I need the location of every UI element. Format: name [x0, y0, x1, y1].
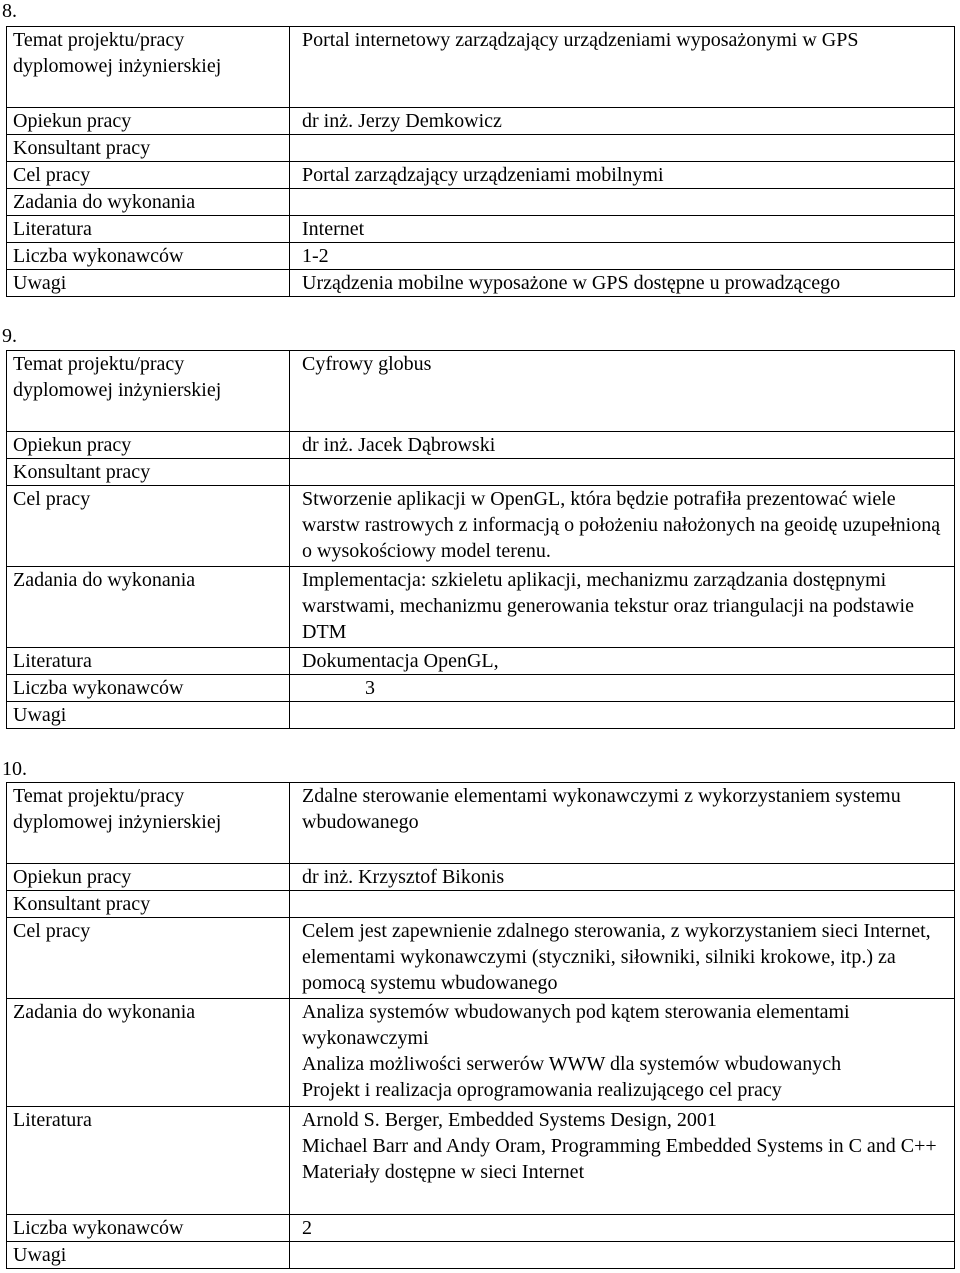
notes-value — [290, 702, 955, 729]
notes-label: Uwagi — [7, 1242, 290, 1269]
task-item: Analiza systemów wbudowanych pod kątem sterowania elementami wykonawczymi — [302, 1001, 850, 1049]
supervisor-value: dr inż. Jacek Dąbrowski — [290, 432, 955, 459]
topic-label: Temat projektu/pracy dyplomowej inżynierskiej — [7, 351, 290, 432]
literature-label: Literatura — [7, 648, 290, 675]
task-item: Analiza możliwości serwerów WWW dla systemów wbudowanych — [302, 1053, 842, 1075]
goal-label: Cel pracy — [7, 162, 290, 189]
consultant-label: Konsultant pracy — [7, 135, 290, 162]
notes-value — [290, 1242, 955, 1269]
supervisor-label: Opiekun pracy — [7, 864, 290, 891]
tasks-label: Zadania do wykonania — [7, 999, 290, 1107]
tasks-label: Zadania do wykonania — [7, 567, 290, 648]
topic-label: Temat projektu/pracy dyplomowej inżynierskiej — [7, 783, 290, 864]
consultant-label: Konsultant pracy — [7, 891, 290, 918]
literature-value: Internet — [290, 216, 955, 243]
tasks-value — [290, 189, 955, 216]
count-label: Liczba wykonawców — [7, 1215, 290, 1242]
count-label: Liczba wykonawców — [7, 675, 290, 702]
supervisor-label: Opiekun pracy — [7, 432, 290, 459]
task-item: Projekt i realizacja oprogramowania realizującego cel pracy — [302, 1079, 782, 1101]
literature-list — [290, 1107, 955, 1215]
count-label: Liczba wykonawców — [7, 243, 290, 270]
project-table — [6, 782, 955, 1269]
consultant-value — [290, 135, 955, 162]
tasks-list — [290, 999, 955, 1107]
supervisor-value: dr inż. Krzysztof Bikonis — [290, 864, 955, 891]
count-value: 1-2 — [290, 243, 955, 270]
consultant-label: Konsultant pracy — [7, 459, 290, 486]
literature-label: Literatura — [7, 1107, 290, 1215]
notes-label: Uwagi — [7, 270, 290, 297]
literature-label: Literatura — [7, 216, 290, 243]
topic-label: Temat projektu/pracy dyplomowej inżynierskiej — [7, 27, 290, 108]
project-table — [6, 350, 955, 729]
literature-item: Materiały dostępne w sieci Internet — [302, 1161, 585, 1183]
goal-label: Cel pracy — [7, 486, 290, 567]
topic-value: Portal internetowy zarządzający urządzeniami wyposażonymi w GPS — [290, 27, 955, 108]
goal-value: Portal zarządzający urządzeniami mobilnymi — [290, 162, 955, 189]
literature-value: Dokumentacja OpenGL, — [290, 648, 955, 675]
notes-value: Urządzenia mobilne wyposażone w GPS dostępne u prowadzącego — [290, 270, 955, 297]
project-number: 8. — [2, 0, 17, 22]
goal-label: Cel pracy — [7, 918, 290, 999]
notes-label: Uwagi — [7, 702, 290, 729]
project-number: 10. — [2, 758, 27, 780]
topic-value: Zdalne sterowanie elementami wykonawczymi z wykorzystaniem systemu wbudowanego — [290, 783, 955, 864]
project-number: 9. — [2, 325, 17, 347]
goal-value: Stworzenie aplikacji w OpenGL, która będzie potrafiła prezentować wiele warstw rastrowych z informacją o położeniu nałożonych na geoidę uzupełnioną o wysokościowy model terenu. — [290, 486, 955, 567]
count-value: 2 — [290, 1215, 955, 1242]
topic-value: Cyfrowy globus — [290, 351, 955, 432]
literature-item: Arnold S. Berger, Embedded Systems Design, 2001 — [302, 1109, 717, 1131]
goal-value: Celem jest zapewnienie zdalnego sterowania, z wykorzystaniem sieci Internet, elementami wykonawczymi (styczniki, siłowniki, silniki krokowe, itp.) za pomocą systemu wbudowanego — [290, 918, 955, 999]
literature-item: Michael Barr and Andy Oram, Programming Embedded Systems in C and C++ — [302, 1135, 937, 1157]
supervisor-value: dr inż. Jerzy Demkowicz — [290, 108, 955, 135]
consultant-value — [290, 891, 955, 918]
tasks-label: Zadania do wykonania — [7, 189, 290, 216]
project-table — [6, 26, 955, 297]
consultant-value — [290, 459, 955, 486]
supervisor-label: Opiekun pracy — [7, 108, 290, 135]
count-value: 3 — [290, 675, 955, 702]
tasks-value: Implementacja: szkieletu aplikacji, mechanizmu zarządzania dostępnymi warstwami, mechanizmu generowania tekstur oraz triangulacji na podstawie DTM — [290, 567, 955, 648]
